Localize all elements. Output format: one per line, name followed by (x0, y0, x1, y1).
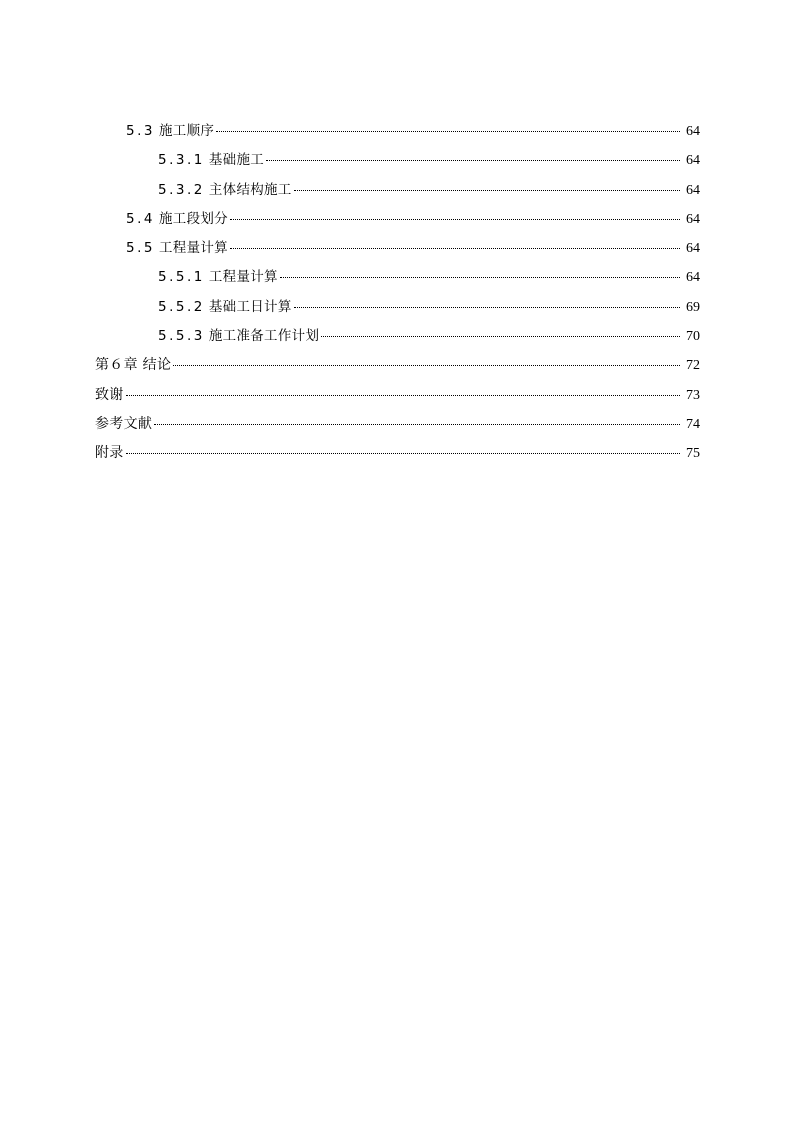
toc-entry-5-5[interactable] (95, 234, 700, 263)
toc-entry-5-5-3[interactable] (95, 322, 700, 351)
toc-entry-5-5-1[interactable] (95, 263, 700, 292)
toc-entry-5-4[interactable] (95, 205, 700, 234)
toc-entry-appendix[interactable] (95, 439, 700, 468)
dot-leader (294, 306, 680, 308)
dot-leader (216, 130, 680, 132)
toc-entry-5-5-2[interactable] (95, 293, 700, 322)
toc-title: 基础工日计算 (208, 298, 292, 315)
toc-page-number: 75 (686, 446, 700, 462)
toc-entry-5-3-2[interactable] (95, 176, 700, 205)
toc-page-number: 74 (686, 416, 700, 432)
table-of-contents (95, 117, 700, 469)
toc-title: 施工顺序 (158, 123, 215, 139)
dot-leader (154, 423, 680, 425)
toc-title: 附录 (95, 445, 124, 462)
toc-number: 5.3 (126, 123, 155, 139)
toc-title: 施工准备工作计划 (208, 328, 320, 345)
toc-number: 5.3.2 (158, 181, 205, 198)
toc-page-number: 64 (686, 153, 700, 169)
toc-entry-5-3-1[interactable] (95, 146, 700, 175)
dot-leader (266, 159, 680, 161)
toc-entry-5-3[interactable] (95, 117, 700, 146)
toc-page-number: 64 (686, 124, 700, 139)
dot-leader (230, 247, 680, 249)
toc-title: 致谢 (95, 386, 124, 403)
toc-page-number: 64 (686, 182, 700, 198)
toc-number: 5.4 (126, 210, 155, 227)
toc-entry-chapter-6[interactable] (95, 351, 700, 380)
toc-title: 基础施工 (208, 152, 265, 169)
toc-title: 第６章 结论 (95, 357, 172, 374)
toc-title: 主体结构施工 (208, 181, 292, 198)
dot-leader (294, 189, 680, 191)
toc-title: 工程量计算 (208, 269, 278, 286)
toc-number: 5.5.2 (158, 298, 205, 315)
toc-page-number: 64 (686, 270, 700, 286)
toc-title: 工程量计算 (158, 240, 228, 257)
toc-number: 5.5 (126, 240, 155, 257)
toc-page-number: 69 (686, 299, 700, 315)
dot-leader (173, 364, 680, 366)
toc-page-number: 73 (686, 387, 700, 403)
toc-page-number: 70 (686, 329, 700, 345)
toc-number: 5.5.1 (158, 269, 205, 286)
toc-page-number: 64 (686, 241, 700, 257)
dot-leader (126, 394, 680, 396)
toc-page-number: 72 (686, 358, 700, 374)
dot-leader (126, 452, 680, 454)
toc-title: 施工段划分 (158, 210, 228, 227)
toc-title: 参考文献 (95, 415, 153, 432)
toc-number: 5.5.3 (158, 328, 205, 345)
toc-page-number: 64 (686, 211, 700, 227)
dot-leader (280, 276, 680, 278)
dot-leader (321, 335, 680, 337)
toc-entry-references[interactable] (95, 410, 700, 439)
toc-entry-acknowledgements[interactable] (95, 381, 700, 410)
toc-number: 5.3.1 (158, 152, 205, 169)
dot-leader (230, 218, 680, 220)
